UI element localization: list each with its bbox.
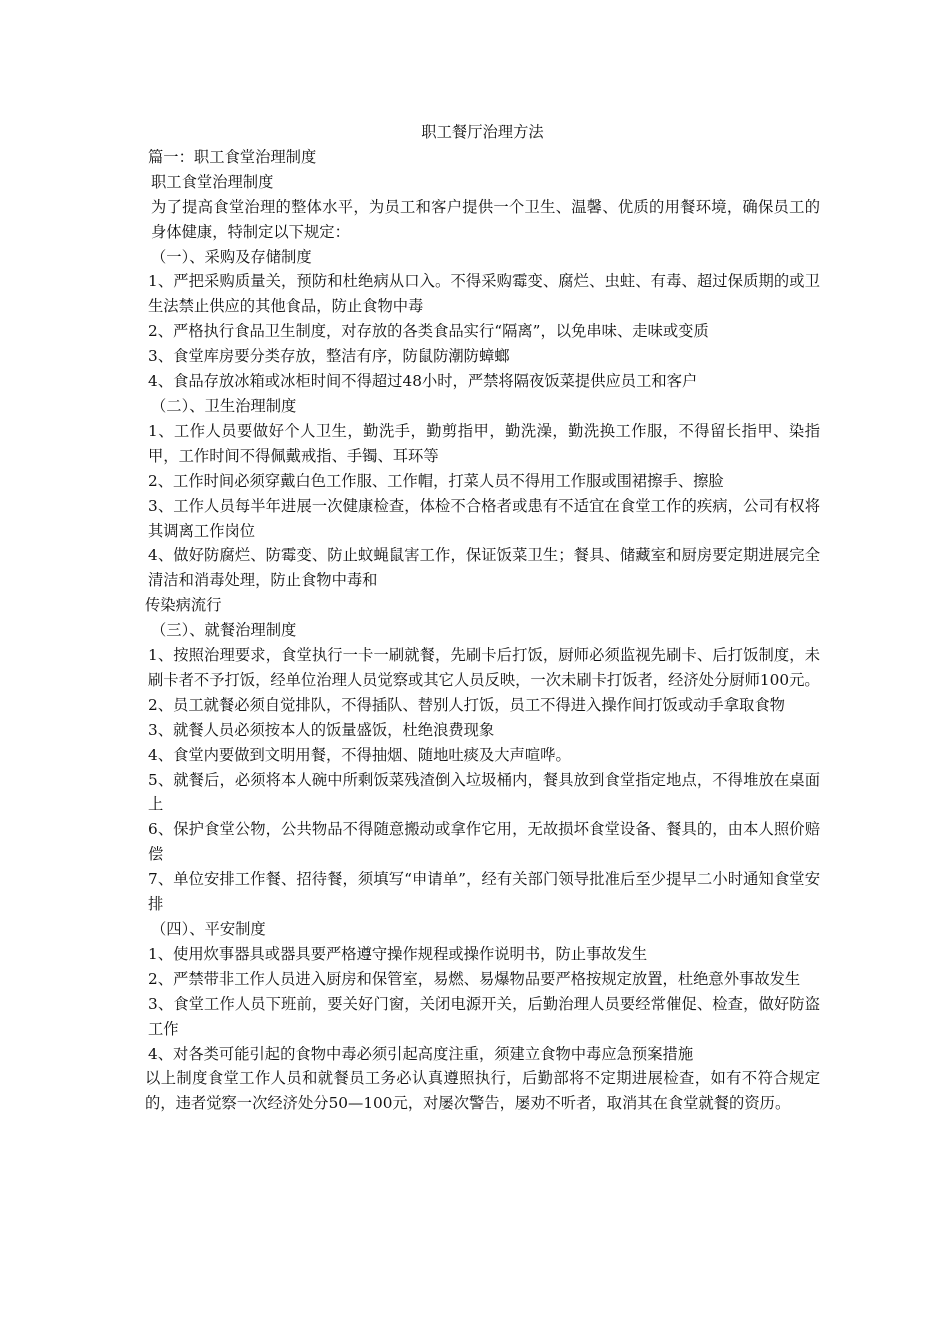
paragraph: 3、就餐人员必须按本人的饭量盛饭，杜绝浪费现象: [148, 720, 495, 739]
paragraph: 2、工作时间必须穿戴白色工作服、工作帽，打菜人员不得用工作服或围裙擦手、擦脸: [148, 471, 724, 490]
paragraph: （二）、卫生治理制度: [151, 396, 297, 415]
paragraph: 1、工作人员要做好个人卫生，勤洗手，勤剪指甲，勤洗澡，勤洗换工作服，不得留长指甲、染指甲，工作时间不得佩戴戒指、手镯、耳环等: [148, 421, 820, 465]
paragraph: 4、食堂内要做到文明用餐，不得抽烟、随地吐痰及大声喧哗。: [148, 745, 571, 764]
paragraph: 7、单位安排工作餐、招待餐，须填写“申请单”，经有关部门领导批准后至少提早二小时通知食堂安排: [148, 870, 820, 914]
paragraph: 1、严把采购质量关，预防和杜绝病从口入。不得采购霉变、腐烂、虫蛀、有毒、超过保质期的或卫生法禁止供应的其他食品，防止食物中毒: [148, 272, 820, 316]
paragraph: 3、工作人员每半年进展一次健康检查，体检不合格者或患有不适宜在食堂工作的疾病，公司有权将其调离工作岗位: [148, 496, 820, 540]
paragraph: （四）、平安制度: [151, 920, 266, 938]
paragraph: 5、就餐后，必须将本人碗中所剩饭菜残渣倒入垃圾桶内，餐具放到食堂指定地点，不得堆放在桌面上: [148, 770, 820, 814]
paragraph: 传染病流行: [145, 596, 222, 615]
paragraph: 为了提高食堂治理的整体水平，为员工和客户提供一个卫生、温馨、优质的用餐环境，确保员工的身体健康，特制定以下规定：: [151, 197, 820, 241]
paragraph: 3、食堂工作人员下班前，要关好门窗，关闭电源开关，后勤治理人员要经常催促、检查，做好防盗工作: [148, 994, 820, 1038]
paragraph: 职工食堂治理制度: [151, 172, 274, 191]
paragraph: 2、员工就餐必须自觉排队，不得插队、替别人打饭，员工不得进入操作间打饭或动手拿取食物: [148, 695, 785, 714]
paragraph: 3、食堂库房要分类存放，整洁有序，防鼠防潮防蟑螂: [148, 347, 510, 366]
paragraph: （三）、就餐治理制度: [151, 621, 297, 640]
paragraph: 4、对各类可能引起的食物中毒必须引起高度注重，须建立食物中毒应急预案措施: [148, 1044, 694, 1063]
paragraph: 2、严格执行食品卫生制度，对存放的各类食品实行“隔离”，以免串味、走味或变质: [148, 322, 709, 341]
paragraph: 4、食品存放冰箱或冰柜时间不得超过48小时，严禁将隔夜饭菜提供应员工和客户: [148, 372, 698, 391]
document-body: [145, 120, 820, 1116]
paragraph-list: [145, 145, 820, 1116]
paragraph: 6、保护食堂公物，公共物品不得随意搬动或拿作它用，无故损坏食堂设备、餐具的，由本人照价赔偿: [148, 820, 820, 864]
paragraph: 1、按照治理要求，食堂执行一卡一刷就餐，先刷卡后打饭，厨师必须监视先刷卡、后打饭制度，未刷卡者不予打饭，经单位治理人员觉察或其它人员反映，一次未刷卡打饭者，经济处分厨师100元。: [148, 646, 820, 689]
paragraph: 2、严禁带非工作人员进入厨房和保管室，易燃、易爆物品要严格按规定放置，杜绝意外事故发生: [148, 969, 801, 988]
paragraph: （一）、采购及存储制度: [151, 247, 312, 266]
paragraph: 1、使用炊事器具或器具要严格遵守操作规程或操作说明书，防止事故发生: [148, 944, 648, 963]
paragraph: 以上制度食堂工作人员和就餐员工务必认真遵照执行，后勤部将不定期进展检查，如有不符合规定的，违者觉察一次经济处分50—100元，对屡次警告，屡劝不听者，取消其在食堂就餐的资历。: [145, 1069, 820, 1113]
paragraph: 篇一：职工食堂治理制度: [148, 147, 317, 166]
paragraph: 4、做好防腐烂、防霉变、防止蚊蝇鼠害工作，保证饭菜卫生；餐具、储藏室和厨房要定期进展完全清洁和消毒处理，防止食物中毒和: [148, 546, 820, 590]
document-title: 职工餐厅治理方法: [421, 123, 544, 141]
